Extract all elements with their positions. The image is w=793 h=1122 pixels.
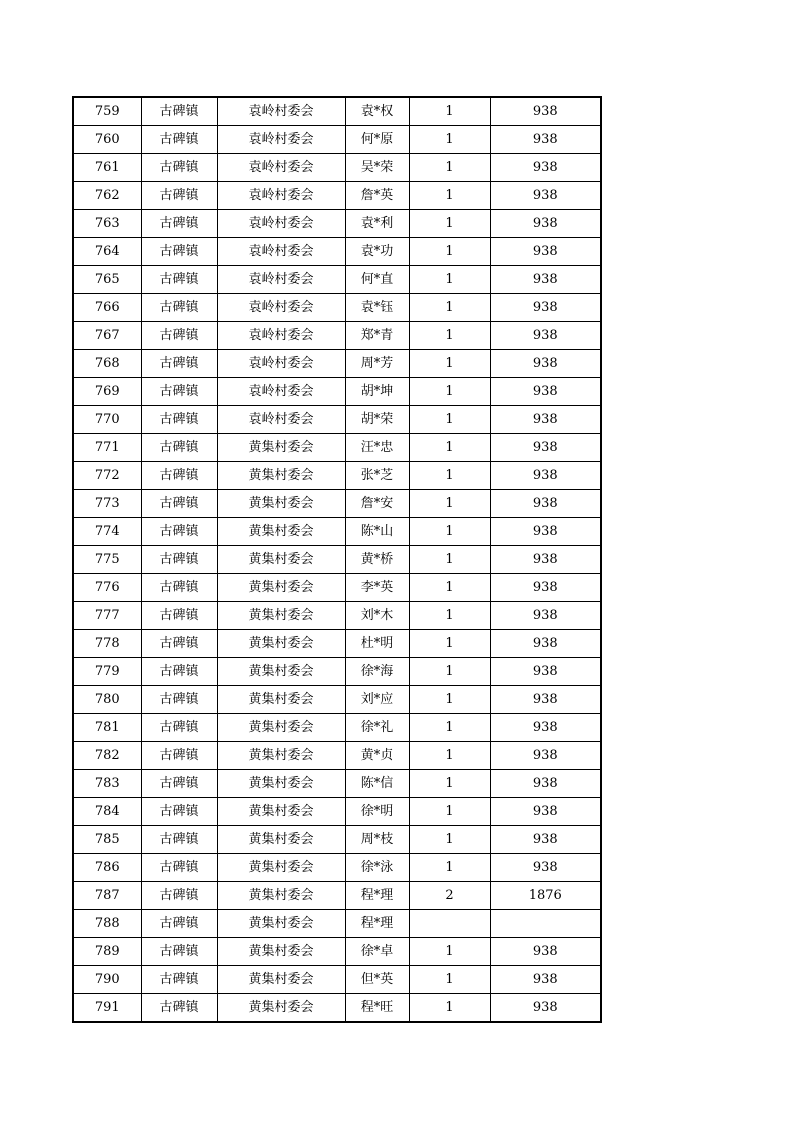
village-committee-cell: 黄集村委会 xyxy=(217,798,345,826)
count-cell: 1 xyxy=(409,966,490,994)
row-number-cell: 791 xyxy=(73,994,141,1023)
amount-cell: 938 xyxy=(490,266,601,294)
table-row xyxy=(73,574,601,602)
town-cell: 古碑镇 xyxy=(141,714,217,742)
village-committee-cell: 袁岭村委会 xyxy=(217,322,345,350)
amount-cell: 938 xyxy=(490,294,601,322)
village-committee-cell: 袁岭村委会 xyxy=(217,182,345,210)
table-row xyxy=(73,546,601,574)
table-row xyxy=(73,686,601,714)
village-committee-cell: 袁岭村委会 xyxy=(217,406,345,434)
town-cell: 古碑镇 xyxy=(141,994,217,1023)
row-number-cell: 782 xyxy=(73,742,141,770)
person-name-cell: 程*理 xyxy=(345,882,409,910)
table-row xyxy=(73,182,601,210)
table-row xyxy=(73,630,601,658)
count-cell: 1 xyxy=(409,994,490,1023)
row-number-cell: 764 xyxy=(73,238,141,266)
person-name-cell: 詹*安 xyxy=(345,490,409,518)
row-number-cell: 766 xyxy=(73,294,141,322)
count-cell: 1 xyxy=(409,238,490,266)
person-name-cell: 程*理 xyxy=(345,910,409,938)
person-name-cell: 袁*钰 xyxy=(345,294,409,322)
table-row xyxy=(73,742,601,770)
table-row xyxy=(73,406,601,434)
person-name-cell: 陈*信 xyxy=(345,770,409,798)
count-cell: 1 xyxy=(409,97,490,126)
row-number-cell: 765 xyxy=(73,266,141,294)
count-cell: 1 xyxy=(409,182,490,210)
table-row xyxy=(73,322,601,350)
village-committee-cell: 袁岭村委会 xyxy=(217,154,345,182)
town-cell: 古碑镇 xyxy=(141,266,217,294)
row-number-cell: 774 xyxy=(73,518,141,546)
town-cell: 古碑镇 xyxy=(141,518,217,546)
person-name-cell: 徐*泳 xyxy=(345,854,409,882)
person-name-cell: 胡*坤 xyxy=(345,378,409,406)
count-cell: 1 xyxy=(409,322,490,350)
table-row xyxy=(73,350,601,378)
count-cell: 1 xyxy=(409,406,490,434)
amount-cell: 938 xyxy=(490,406,601,434)
table-row xyxy=(73,126,601,154)
village-committee-cell: 袁岭村委会 xyxy=(217,238,345,266)
row-number-cell: 762 xyxy=(73,182,141,210)
village-committee-cell: 黄集村委会 xyxy=(217,434,345,462)
row-number-cell: 789 xyxy=(73,938,141,966)
town-cell: 古碑镇 xyxy=(141,602,217,630)
town-cell: 古碑镇 xyxy=(141,854,217,882)
table-row xyxy=(73,770,601,798)
row-number-cell: 780 xyxy=(73,686,141,714)
village-committee-cell: 黄集村委会 xyxy=(217,714,345,742)
village-committee-cell: 黄集村委会 xyxy=(217,826,345,854)
town-cell: 古碑镇 xyxy=(141,126,217,154)
amount-cell: 938 xyxy=(490,686,601,714)
table-row xyxy=(73,602,601,630)
row-number-cell: 763 xyxy=(73,210,141,238)
village-committee-cell: 黄集村委会 xyxy=(217,742,345,770)
count-cell: 1 xyxy=(409,798,490,826)
person-name-cell: 徐*明 xyxy=(345,798,409,826)
town-cell: 古碑镇 xyxy=(141,742,217,770)
person-name-cell: 徐*海 xyxy=(345,658,409,686)
amount-cell: 938 xyxy=(490,630,601,658)
table-row xyxy=(73,238,601,266)
town-cell: 古碑镇 xyxy=(141,910,217,938)
count-cell: 1 xyxy=(409,350,490,378)
table-row xyxy=(73,434,601,462)
row-number-cell: 783 xyxy=(73,770,141,798)
village-committee-cell: 袁岭村委会 xyxy=(217,294,345,322)
amount-cell: 938 xyxy=(490,602,601,630)
count-cell: 1 xyxy=(409,546,490,574)
person-name-cell: 杜*明 xyxy=(345,630,409,658)
village-committee-cell: 黄集村委会 xyxy=(217,602,345,630)
town-cell: 古碑镇 xyxy=(141,322,217,350)
town-cell: 古碑镇 xyxy=(141,658,217,686)
count-cell: 1 xyxy=(409,658,490,686)
amount-cell: 938 xyxy=(490,154,601,182)
town-cell: 古碑镇 xyxy=(141,210,217,238)
row-number-cell: 761 xyxy=(73,154,141,182)
amount-cell: 938 xyxy=(490,938,601,966)
person-name-cell: 程*旺 xyxy=(345,994,409,1023)
row-number-cell: 790 xyxy=(73,966,141,994)
count-cell: 1 xyxy=(409,742,490,770)
table-row xyxy=(73,854,601,882)
count-cell: 1 xyxy=(409,154,490,182)
count-cell xyxy=(409,910,490,938)
person-name-cell: 吴*荣 xyxy=(345,154,409,182)
village-committee-cell: 黄集村委会 xyxy=(217,966,345,994)
count-cell: 1 xyxy=(409,770,490,798)
count-cell: 1 xyxy=(409,462,490,490)
town-cell: 古碑镇 xyxy=(141,882,217,910)
row-number-cell: 773 xyxy=(73,490,141,518)
person-name-cell: 徐*卓 xyxy=(345,938,409,966)
amount-cell: 938 xyxy=(490,350,601,378)
row-number-cell: 776 xyxy=(73,574,141,602)
person-name-cell: 张*芝 xyxy=(345,462,409,490)
row-number-cell: 788 xyxy=(73,910,141,938)
amount-cell: 938 xyxy=(490,210,601,238)
table-row xyxy=(73,826,601,854)
person-name-cell: 李*英 xyxy=(345,574,409,602)
table-row xyxy=(73,882,601,910)
village-committee-cell: 黄集村委会 xyxy=(217,910,345,938)
town-cell: 古碑镇 xyxy=(141,798,217,826)
amount-cell: 938 xyxy=(490,742,601,770)
person-name-cell: 黄*桥 xyxy=(345,546,409,574)
town-cell: 古碑镇 xyxy=(141,546,217,574)
person-name-cell: 黄*贞 xyxy=(345,742,409,770)
village-committee-cell: 黄集村委会 xyxy=(217,854,345,882)
table-row xyxy=(73,462,601,490)
amount-cell: 938 xyxy=(490,770,601,798)
table-row xyxy=(73,658,601,686)
person-name-cell: 陈*山 xyxy=(345,518,409,546)
town-cell: 古碑镇 xyxy=(141,182,217,210)
town-cell: 古碑镇 xyxy=(141,630,217,658)
table-row xyxy=(73,378,601,406)
village-committee-cell: 黄集村委会 xyxy=(217,994,345,1023)
village-committee-cell: 黄集村委会 xyxy=(217,518,345,546)
village-committee-cell: 袁岭村委会 xyxy=(217,350,345,378)
person-name-cell: 袁*功 xyxy=(345,238,409,266)
row-number-cell: 786 xyxy=(73,854,141,882)
count-cell: 1 xyxy=(409,490,490,518)
amount-cell: 938 xyxy=(490,994,601,1023)
village-committee-cell: 袁岭村委会 xyxy=(217,266,345,294)
amount-cell: 938 xyxy=(490,574,601,602)
village-committee-cell: 袁岭村委会 xyxy=(217,126,345,154)
town-cell: 古碑镇 xyxy=(141,826,217,854)
count-cell: 2 xyxy=(409,882,490,910)
amount-cell: 938 xyxy=(490,546,601,574)
table-row xyxy=(73,154,601,182)
person-name-cell: 何*原 xyxy=(345,126,409,154)
table-row xyxy=(73,714,601,742)
amount-cell: 938 xyxy=(490,826,601,854)
person-name-cell: 但*英 xyxy=(345,966,409,994)
row-number-cell: 781 xyxy=(73,714,141,742)
person-name-cell: 袁*权 xyxy=(345,97,409,126)
row-number-cell: 787 xyxy=(73,882,141,910)
village-committee-cell: 黄集村委会 xyxy=(217,938,345,966)
table-row xyxy=(73,994,601,1023)
count-cell: 1 xyxy=(409,630,490,658)
person-name-cell: 詹*英 xyxy=(345,182,409,210)
count-cell: 1 xyxy=(409,938,490,966)
amount-cell: 938 xyxy=(490,182,601,210)
town-cell: 古碑镇 xyxy=(141,686,217,714)
table-row xyxy=(73,966,601,994)
table-row xyxy=(73,210,601,238)
count-cell: 1 xyxy=(409,294,490,322)
village-committee-cell: 黄集村委会 xyxy=(217,658,345,686)
amount-cell: 938 xyxy=(490,434,601,462)
town-cell: 古碑镇 xyxy=(141,574,217,602)
town-cell: 古碑镇 xyxy=(141,238,217,266)
roster-table xyxy=(72,96,602,1023)
village-committee-cell: 黄集村委会 xyxy=(217,686,345,714)
row-number-cell: 777 xyxy=(73,602,141,630)
table-row xyxy=(73,266,601,294)
amount-cell: 938 xyxy=(490,126,601,154)
table-row xyxy=(73,294,601,322)
person-name-cell: 袁*利 xyxy=(345,210,409,238)
row-number-cell: 779 xyxy=(73,658,141,686)
town-cell: 古碑镇 xyxy=(141,462,217,490)
row-number-cell: 767 xyxy=(73,322,141,350)
village-committee-cell: 黄集村委会 xyxy=(217,574,345,602)
person-name-cell: 郑*青 xyxy=(345,322,409,350)
amount-cell: 1876 xyxy=(490,882,601,910)
amount-cell: 938 xyxy=(490,854,601,882)
person-name-cell: 徐*礼 xyxy=(345,714,409,742)
row-number-cell: 770 xyxy=(73,406,141,434)
table-row xyxy=(73,798,601,826)
town-cell: 古碑镇 xyxy=(141,97,217,126)
count-cell: 1 xyxy=(409,686,490,714)
person-name-cell: 周*枝 xyxy=(345,826,409,854)
town-cell: 古碑镇 xyxy=(141,490,217,518)
row-number-cell: 785 xyxy=(73,826,141,854)
amount-cell: 938 xyxy=(490,462,601,490)
amount-cell: 938 xyxy=(490,714,601,742)
count-cell: 1 xyxy=(409,378,490,406)
table-row xyxy=(73,97,601,126)
person-name-cell: 周*芳 xyxy=(345,350,409,378)
town-cell: 古碑镇 xyxy=(141,350,217,378)
village-committee-cell: 黄集村委会 xyxy=(217,882,345,910)
table-row xyxy=(73,490,601,518)
row-number-cell: 760 xyxy=(73,126,141,154)
count-cell: 1 xyxy=(409,518,490,546)
person-name-cell: 何*直 xyxy=(345,266,409,294)
person-name-cell: 汪*忠 xyxy=(345,434,409,462)
count-cell: 1 xyxy=(409,266,490,294)
count-cell: 1 xyxy=(409,854,490,882)
person-name-cell: 刘*应 xyxy=(345,686,409,714)
count-cell: 1 xyxy=(409,574,490,602)
amount-cell: 938 xyxy=(490,518,601,546)
table-row xyxy=(73,518,601,546)
row-number-cell: 778 xyxy=(73,630,141,658)
town-cell: 古碑镇 xyxy=(141,966,217,994)
count-cell: 1 xyxy=(409,826,490,854)
amount-cell: 938 xyxy=(490,798,601,826)
amount-cell: 938 xyxy=(490,658,601,686)
town-cell: 古碑镇 xyxy=(141,378,217,406)
amount-cell: 938 xyxy=(490,97,601,126)
person-name-cell: 刘*木 xyxy=(345,602,409,630)
village-committee-cell: 黄集村委会 xyxy=(217,490,345,518)
row-number-cell: 772 xyxy=(73,462,141,490)
row-number-cell: 769 xyxy=(73,378,141,406)
amount-cell: 938 xyxy=(490,966,601,994)
row-number-cell: 775 xyxy=(73,546,141,574)
village-committee-cell: 袁岭村委会 xyxy=(217,210,345,238)
table-row xyxy=(73,938,601,966)
village-committee-cell: 黄集村委会 xyxy=(217,630,345,658)
count-cell: 1 xyxy=(409,714,490,742)
amount-cell xyxy=(490,910,601,938)
town-cell: 古碑镇 xyxy=(141,294,217,322)
amount-cell: 938 xyxy=(490,238,601,266)
village-committee-cell: 袁岭村委会 xyxy=(217,378,345,406)
roster-table-body xyxy=(73,97,601,1022)
village-committee-cell: 袁岭村委会 xyxy=(217,97,345,126)
amount-cell: 938 xyxy=(490,490,601,518)
row-number-cell: 784 xyxy=(73,798,141,826)
count-cell: 1 xyxy=(409,126,490,154)
row-number-cell: 759 xyxy=(73,97,141,126)
row-number-cell: 768 xyxy=(73,350,141,378)
village-committee-cell: 黄集村委会 xyxy=(217,546,345,574)
count-cell: 1 xyxy=(409,434,490,462)
count-cell: 1 xyxy=(409,602,490,630)
town-cell: 古碑镇 xyxy=(141,938,217,966)
amount-cell: 938 xyxy=(490,378,601,406)
town-cell: 古碑镇 xyxy=(141,770,217,798)
person-name-cell: 胡*荣 xyxy=(345,406,409,434)
town-cell: 古碑镇 xyxy=(141,406,217,434)
village-committee-cell: 黄集村委会 xyxy=(217,770,345,798)
amount-cell: 938 xyxy=(490,322,601,350)
town-cell: 古碑镇 xyxy=(141,434,217,462)
village-committee-cell: 黄集村委会 xyxy=(217,462,345,490)
town-cell: 古碑镇 xyxy=(141,154,217,182)
row-number-cell: 771 xyxy=(73,434,141,462)
table-row xyxy=(73,910,601,938)
count-cell: 1 xyxy=(409,210,490,238)
